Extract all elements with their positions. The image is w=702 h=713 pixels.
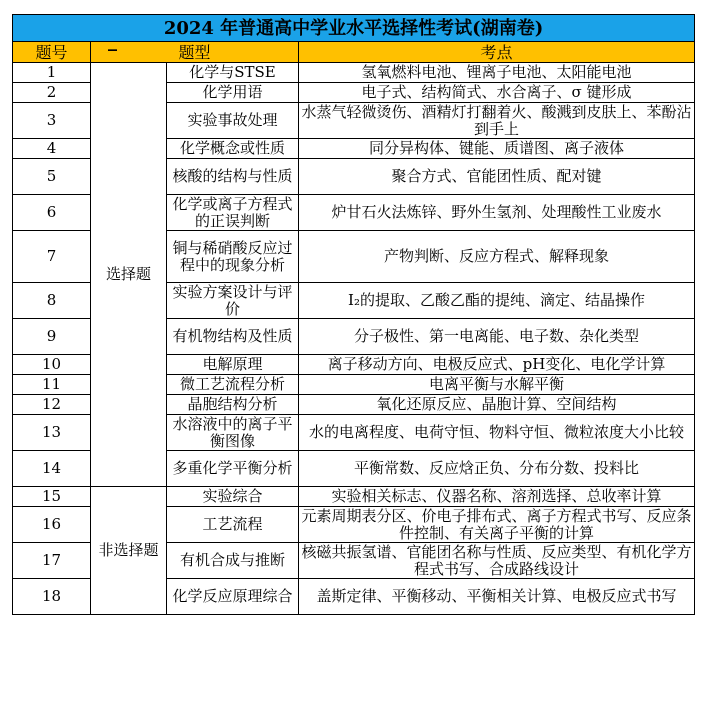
question-number: 4 (13, 139, 91, 159)
key-points: 分子极性、第一电离能、电子数、杂化类型 (299, 319, 695, 355)
question-type: 实验综合 (167, 487, 299, 507)
question-number: 9 (13, 319, 91, 355)
title-row (13, 15, 695, 42)
key-points: 实验相关标志、仪器名称、溶剂选择、总收率计算 (299, 487, 695, 507)
question-type: 铜与稀硝酸反应过程中的现象分析 (167, 231, 299, 283)
key-points: 聚合方式、官能团性质、配对键 (299, 159, 695, 195)
key-points: I₂的提取、乙酸乙酯的提纯、滴定、结晶操作 (299, 283, 695, 319)
question-type: 有机合成与推断 (167, 543, 299, 579)
title-text: 2024 年普通高中学业水平选择性考试(湖南卷) (163, 17, 544, 39)
question-type: 工艺流程 (167, 507, 299, 543)
question-type: 晶胞结构分析 (167, 395, 299, 415)
question-number: 5 (13, 159, 91, 195)
key-points: 离子移动方向、电极反应式、pH变化、电化学计算 (299, 355, 695, 375)
key-points: 氧化还原反应、晶胞计算、空间结构 (299, 395, 695, 415)
question-number: 15 (13, 487, 91, 507)
header-number: 题号 (13, 42, 91, 63)
key-points: 电离平衡与水解平衡 (299, 375, 695, 395)
question-number: 17 (13, 543, 91, 579)
question-type: 化学或离子方程式的正误判断 (167, 195, 299, 231)
question-type: 有机物结构及性质 (167, 319, 299, 355)
question-type: 水溶液中的离子平衡图像 (167, 415, 299, 451)
question-number: 1 (13, 63, 91, 83)
question-type: 化学用语 (167, 83, 299, 103)
key-points: 同分异构体、键能、质谱图、离子液体 (299, 139, 695, 159)
question-type: 多重化学平衡分析 (167, 451, 299, 487)
question-type: 化学概念或性质 (167, 139, 299, 159)
key-points: 核磁共振氢谱、官能团名称与性质、反应类型、有机化学方程式书写、合成路线设计 (299, 543, 695, 579)
question-type: 核酸的结构与性质 (167, 159, 299, 195)
question-type: 电解原理 (167, 355, 299, 375)
exam-topic-table (12, 14, 695, 615)
key-points: 水蒸气轻微烫伤、酒精灯打翻着火、酸溅到皮肤上、苯酚沾到手上 (299, 103, 695, 139)
question-number: 8 (13, 283, 91, 319)
table-row (13, 63, 695, 83)
question-type: 化学反应原理综合 (167, 579, 299, 615)
exam-table-container (12, 14, 694, 615)
question-number: 16 (13, 507, 91, 543)
question-number: 13 (13, 415, 91, 451)
question-number: 3 (13, 103, 91, 139)
key-points: 盖斯定律、平衡移动、平衡相关计算、电极反应式书写 (299, 579, 695, 615)
key-points: 炉甘石火法炼锌、野外生氢剂、处理酸性工业废水 (299, 195, 695, 231)
question-type: 实验方案设计与评价 (167, 283, 299, 319)
question-number: 10 (13, 355, 91, 375)
question-number: 11 (13, 375, 91, 395)
question-number: 7 (13, 231, 91, 283)
key-points: 平衡常数、反应焓正负、分布分数、投料比 (299, 451, 695, 487)
question-number: 6 (13, 195, 91, 231)
question-type: 实验事故处理 (167, 103, 299, 139)
group-non-choice-questions: 非选择题 (91, 487, 167, 615)
title-prefix: _ (108, 31, 117, 52)
question-number: 2 (13, 83, 91, 103)
header-type: 题型 (91, 42, 299, 63)
question-type: 微工艺流程分析 (167, 375, 299, 395)
key-points: 元素周期表分区、价电子排布式、离子方程式书写、反应条件控制、有关离子平衡的计算 (299, 507, 695, 543)
question-number: 12 (13, 395, 91, 415)
header-points: 考点 (299, 42, 695, 63)
key-points: 电子式、结构简式、水合离子、σ 键形成 (299, 83, 695, 103)
question-number: 14 (13, 451, 91, 487)
table-row (13, 487, 695, 507)
question-type: 化学与STSE (167, 63, 299, 83)
key-points: 产物判断、反应方程式、解释现象 (299, 231, 695, 283)
key-points: 氢氧燃料电池、锂离子电池、太阳能电池 (299, 63, 695, 83)
question-number: 18 (13, 579, 91, 615)
key-points: 水的电离程度、电荷守恒、物料守恒、微粒浓度大小比较 (299, 415, 695, 451)
group-choice-questions: 选择题 (91, 63, 167, 487)
